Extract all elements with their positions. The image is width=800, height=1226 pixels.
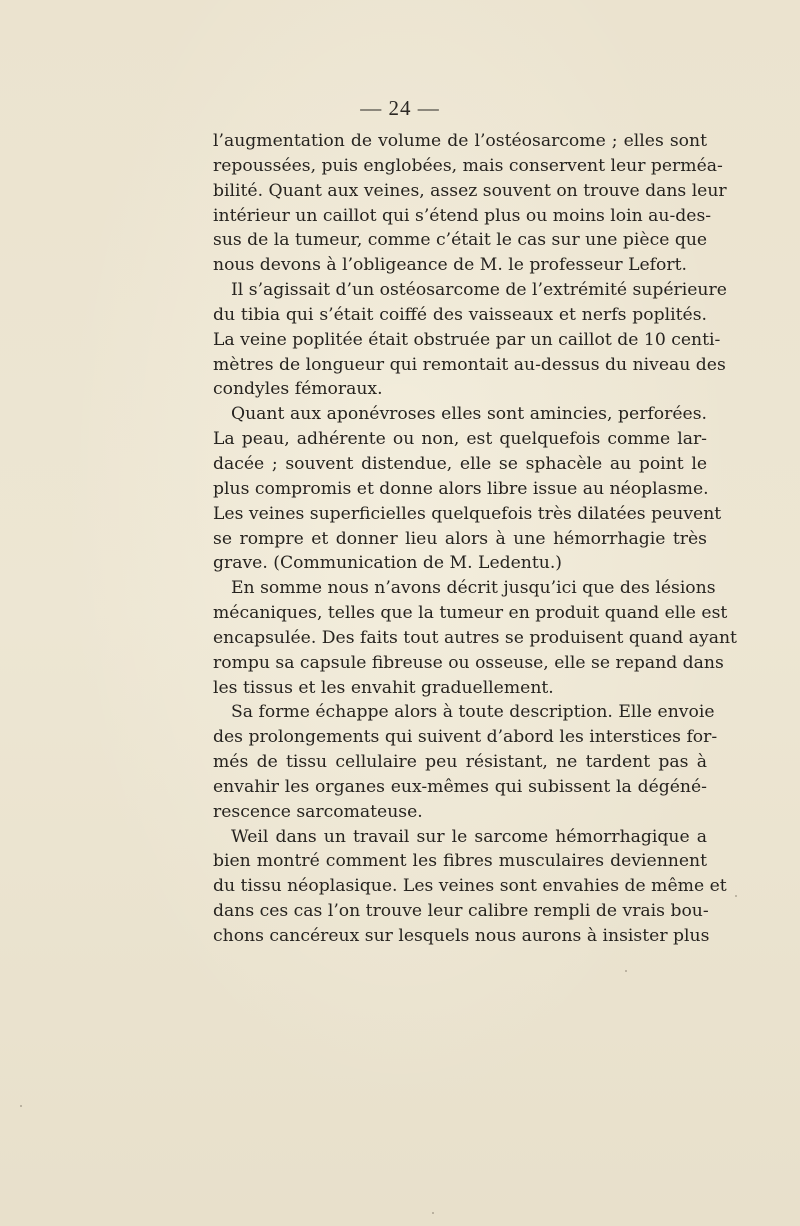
text-line: repoussées, puis englobées, mais conservent leur perméa- [213,155,723,176]
text-line: Il s’agissait d’un ostéosarcome de l’extrémité supérieure [231,280,727,301]
text-line: mètres de longueur qui remontait au-dessus du niveau des [213,354,726,375]
text-line: intérieur un caillot qui s’étend plus ou moins loin au-des- [213,205,712,226]
text-line: nous devons à l’obligeance de M. le professeur Lefort. [213,255,687,276]
text-line: les tissus et les envahit graduellement. [213,677,554,698]
text-line: més de tissu cellulaire peu résistant, ne tardent pas à [213,752,707,773]
text-line: encapsulée. Des faits tout autres se produisent quand ayant [213,627,737,648]
text-line: envahir les organes eux-mêmes qui subissent la dégéné- [213,776,707,797]
text-line: du tissu néoplasique. Les veines sont envahies de même et [213,876,727,897]
text-line: dacée ; souvent distendue, elle se sphacèle au point le [213,453,707,474]
text-line: rescence sarcomateuse. [213,801,423,822]
text-line: plus compromis et donne alors libre issue au néoplasme. [213,478,709,499]
body-text [213,129,737,949]
text-line: bien montré comment les fibres musculaires deviennent [213,851,707,872]
text-line: mécaniques, telles que la tumeur en produit quand elle est [213,603,728,624]
text-line: Quant aux aponévroses elles sont amincies, perforées. [231,404,707,425]
paper-speck [735,895,737,897]
text-line: Weil dans un travail sur le sarcome hémorrhagique a [231,826,707,847]
text-line: En somme nous n’avons décrit jusqu’ici que des lésions [231,578,716,599]
text-line: rompu sa capsule fibreuse ou osseuse, elle se repand dans [213,652,724,673]
text-line: se rompre et donner lieu alors à une hémorrhagie très [213,528,707,549]
text-line: chons cancéreux sur lesquels nous aurons à insister plus [213,926,710,946]
text-line: La veine poplitée était obstruée par un caillot de 10 centi- [213,329,721,350]
text-line: dans ces cas l’on trouve leur calibre rempli de vrais bou- [213,901,709,922]
text-line: du tibia qui s’était coiffé des vaisseaux et nerfs poplités. [213,304,707,325]
text-line: des prolongements qui suivent d’abord les interstices for- [213,727,718,748]
paper-speck [20,1105,22,1107]
paper-speck [432,1212,434,1214]
text-line: bilité. Quant aux veines, assez souvent on trouve dans leur [213,180,727,201]
text-line: grave. (Communication de M. Ledentu.) [213,553,563,574]
text-line: l’augmentation de volume de l’ostéosarcome ; elles sont [213,131,707,151]
text-line: sus de la tumeur, comme c’était le cas sur une pièce que [213,230,708,251]
text-line: La peau, adhérente ou non, est quelquefois comme lar- [213,429,707,450]
text-line: Sa forme échappe alors à toute description. Elle envoie [231,702,715,723]
text-line: condyles fémoraux. [213,379,383,400]
paper-speck [625,970,627,972]
text-line: Les veines superficielles quelquefois très dilatées peuvent [213,503,722,524]
page-number: — 24 — [360,96,440,120]
